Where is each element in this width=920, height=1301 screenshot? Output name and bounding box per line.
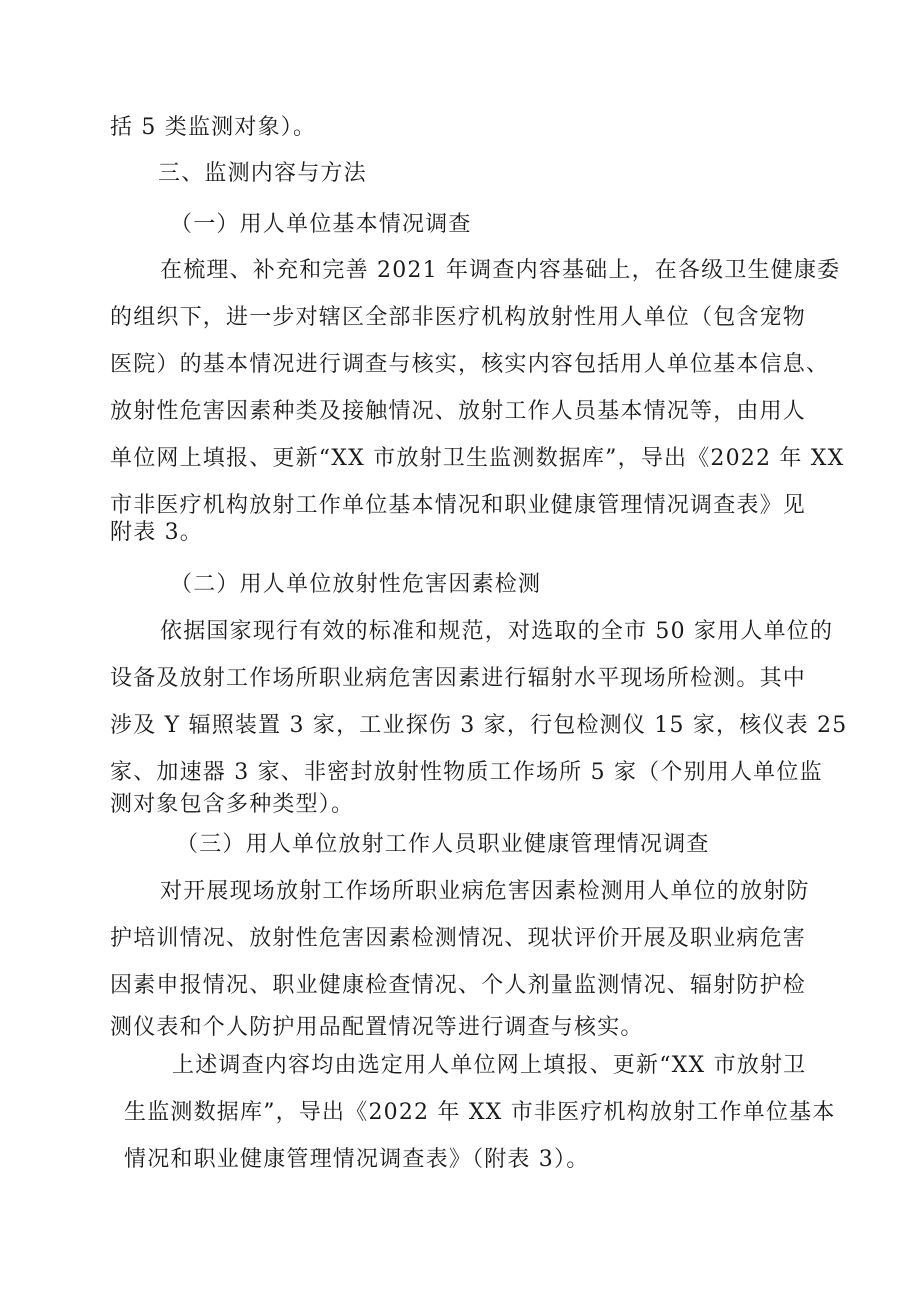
text-line: 涉及 Y 辐照装置 3 家，工业探伤 3 家，行包检测仪 15 家，核仪表 25 (110, 713, 848, 738)
text-line: 护培训情况、放射性危害因素检测情况、现状评价开展及职业病危害 (110, 926, 807, 951)
text-line: 的组织下，进一步对辖区全部非医疗机构放射性用人单位（包含宠物 (110, 305, 807, 330)
text-line: 情况和职业健康管理情况调查表》（附表 3）。 (124, 1147, 590, 1172)
section-heading: 三、监测内容与方法 (158, 161, 367, 186)
subsection-heading: （一）用人单位基本情况调查 (170, 212, 472, 237)
text-line: 生监测数据库”，导出《2022 年 XX 市非医疗机构放射工作单位基本 (124, 1100, 836, 1125)
text-line: 对开展现场放射工作场所职业病危害因素检测用人单位的放射防 (160, 879, 810, 904)
subsection-heading: （三）用人单位放射工作人员职业健康管理情况调查 (176, 832, 710, 857)
text-line: 括 5 类监测对象）。 (110, 115, 317, 140)
text-line: 放射性危害因素种类及接触情况、放射工作人员基本情况等，由用人 (110, 399, 807, 424)
text-line: 附表 3。 (110, 520, 203, 545)
text-line: 上述调查内容均由选定用人单位网上填报、更新“XX 市放射卫 (172, 1053, 807, 1078)
text-line: 在梳理、补充和完善 2021 年调查内容基础上，在各级卫生健康委 (160, 258, 841, 283)
text-line: 测仪表和个人防护用品配置情况等进行调查与核实。 (110, 1015, 644, 1040)
text-line: 单位网上填报、更新“XX 市放射卫生监测数据库”，导出《2022 年 XX (110, 446, 845, 471)
text-line: 因素申报情况、职业健康检查情况、个人剂量监测情况、辐射防护检 (110, 973, 807, 998)
text-line: 依据国家现行有效的标准和规范，对选取的全市 50 家用人单位的 (160, 619, 834, 644)
text-line: 市非医疗机构放射工作单位基本情况和职业健康管理情况调查表》见 (110, 493, 807, 518)
subsection-heading: （二）用人单位放射性危害因素检测 (170, 572, 542, 597)
text-line: 设备及放射工作场所职业病危害因素进行辐射水平现场所检测。其中 (110, 666, 807, 691)
text-line: 医院）的基本情况进行调查与核实，核实内容包括用人单位基本信息、 (110, 352, 830, 377)
text-line: 家、加速器 3 家、非密封放射性物质工作场所 5 家（个别用人单位监 (110, 760, 823, 785)
text-line: 测对象包含多种类型）。 (110, 792, 355, 817)
